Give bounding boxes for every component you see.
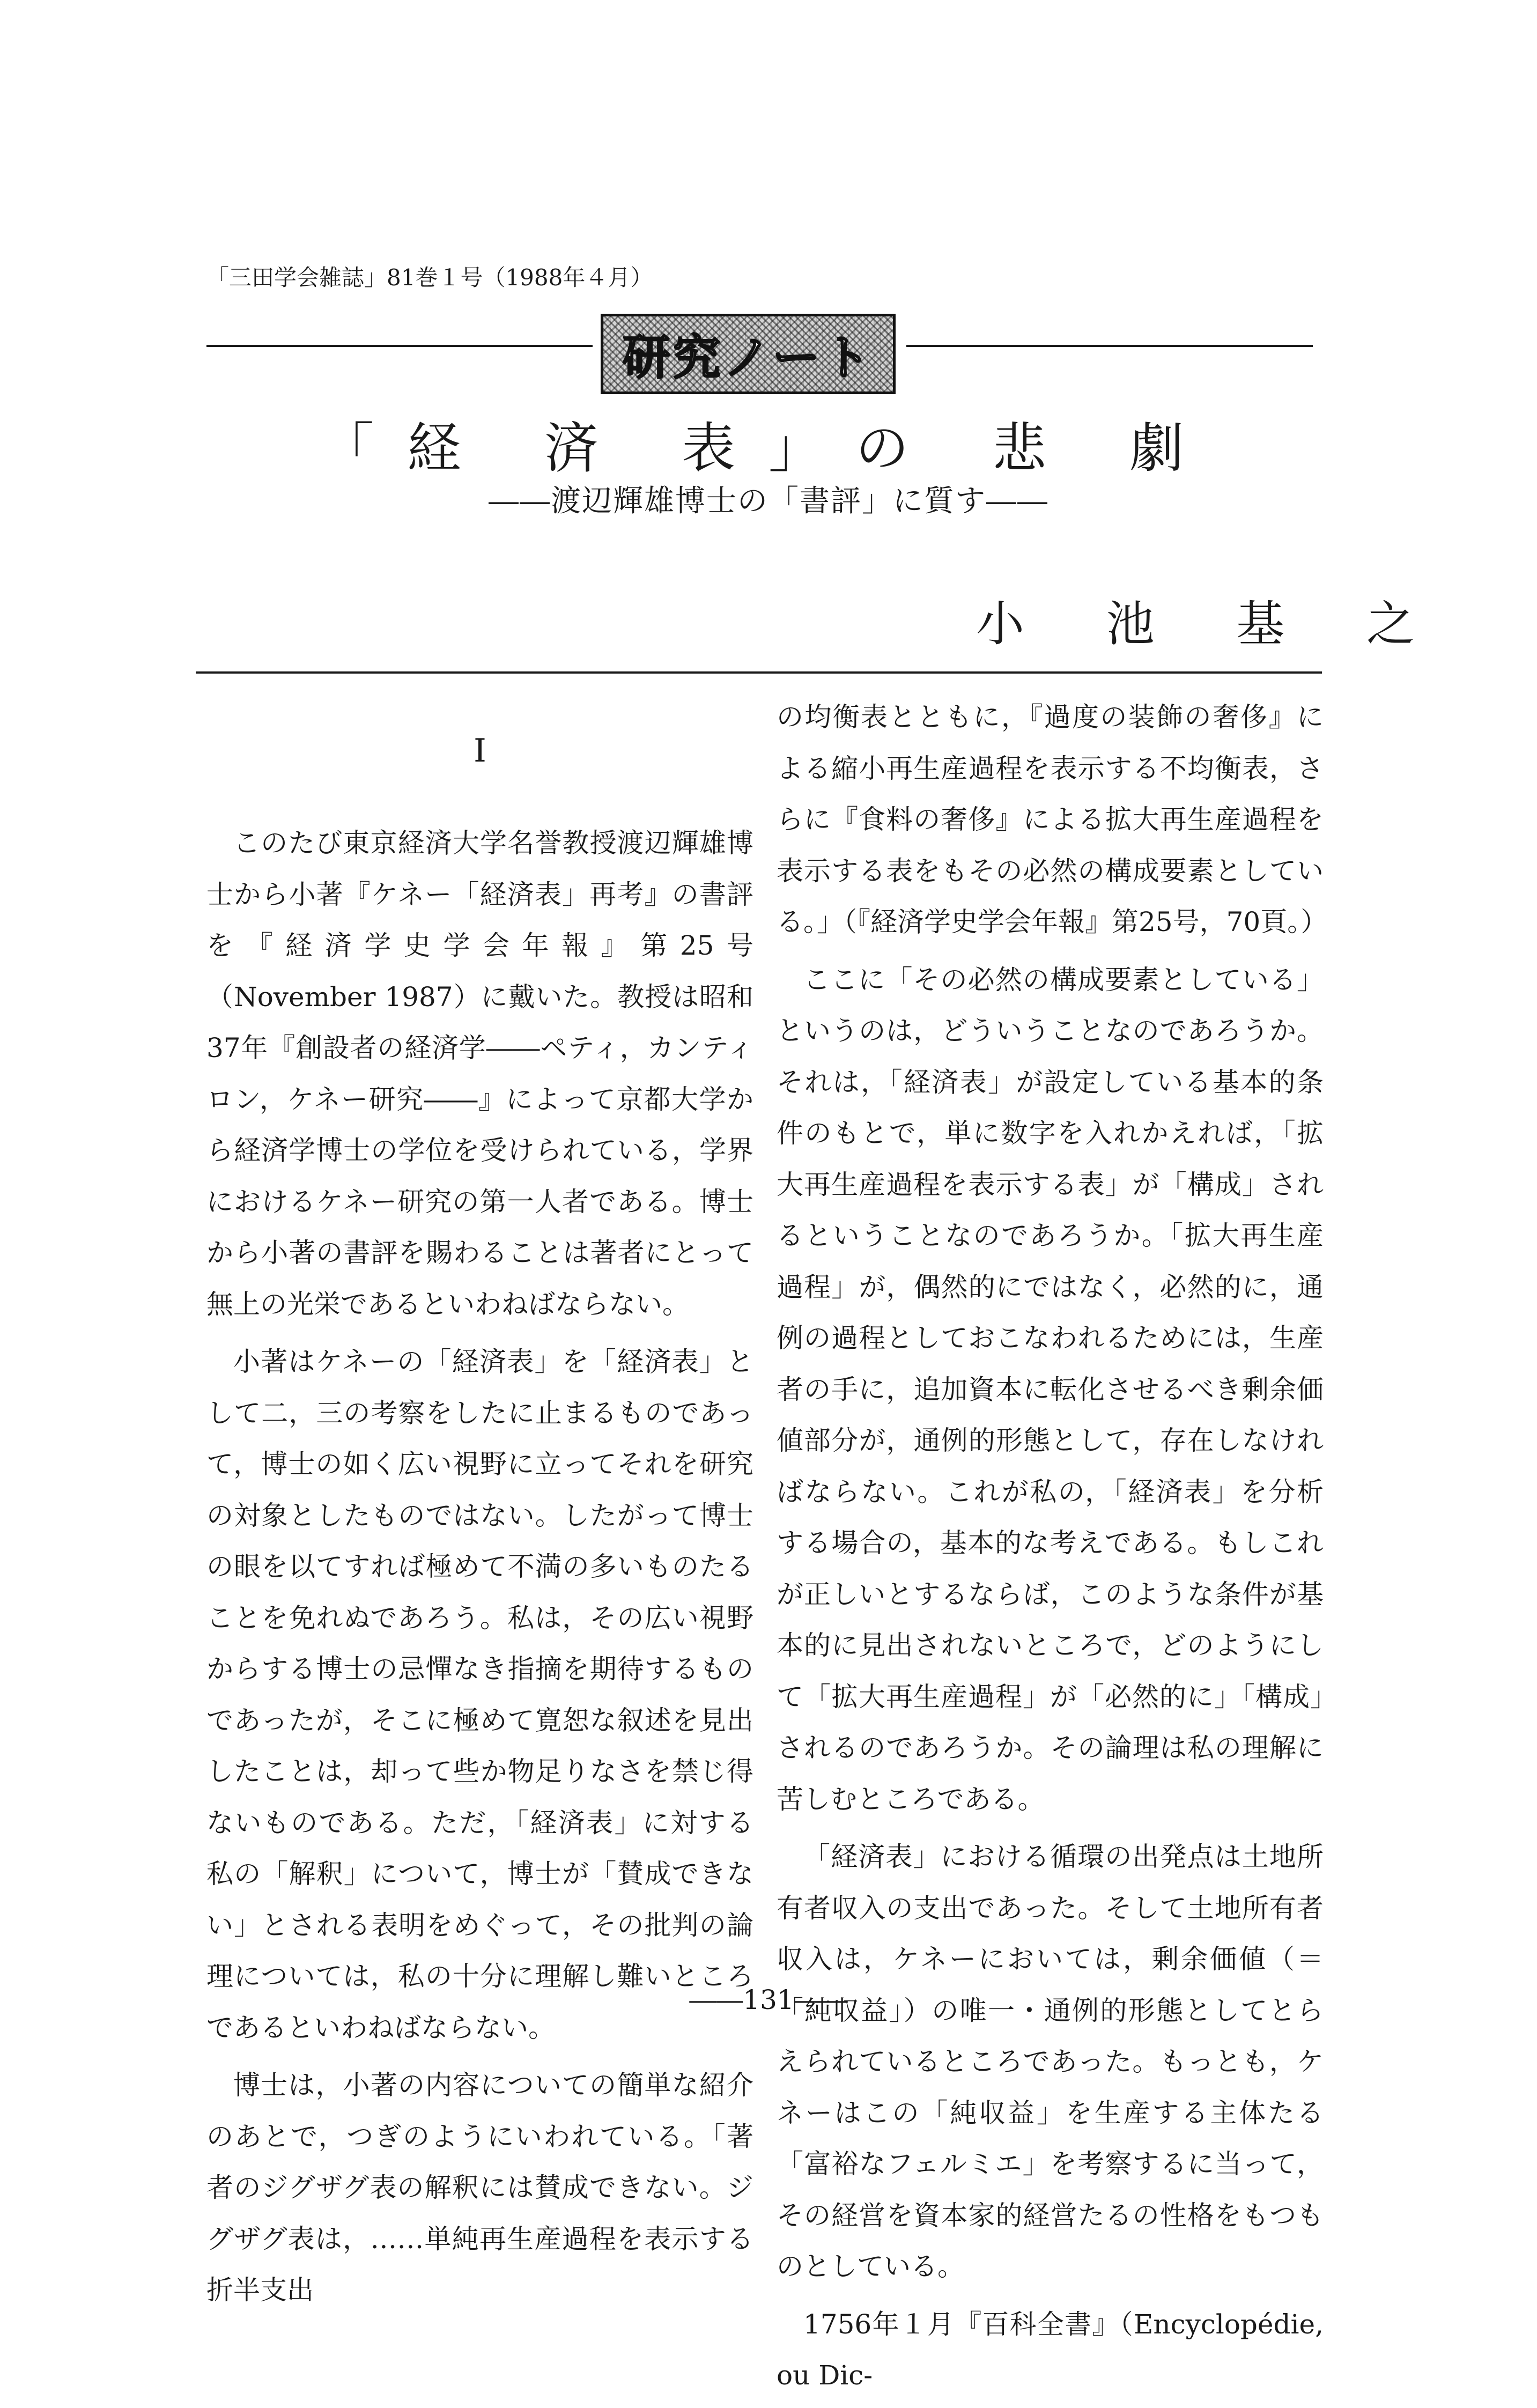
author-name: 小 池 基 之: [976, 596, 1448, 652]
paragraph: このたび東京経済大学名誉教授渡辺輝雄博士から小著『ケネー「経済表」再考』の書評を『経済学史学会年報』第25号（November 1987）に戴いた。教授は昭和37年『創設者の経済学――ペティ，カンティロン，ケネー研究――』によって京都大学から経済学博士の学位を受けられている，学界におけるケネー研究の第一人者である。博士から小著の書評を賜わることは著者にとって無上の光栄であるといわねばならない。: [206, 828, 753, 1320]
paragraph: 1756年１月『百科全書』（Encyclopédie, ou Dic-: [777, 2308, 1324, 2391]
paragraph: の均衡表とともに，『過度の装飾の奢侈』による縮小再生産過程を表示する不均衡表，さらに『食料の奢侈』による拡大再生産過程を表示する表をもその必然の構成要素としている。」（『経済学史学会年報』第25号，70頁。）: [777, 701, 1328, 937]
paragraph: 「経済表」における循環の出発点は土地所有者収入の支出であった。そして土地所有者収入は，ケネーにおいては，剰余価値（＝「純収益」）の唯一・通例的形態としてとらえられているところであった。もっとも，ケネーはこの「純収益」を生産する主体たる「富裕なフェルミエ」を考察するに当って，その経営を資本家的経営たるの性格をもつものとしている。: [777, 1841, 1324, 2282]
section-label-box: [601, 314, 896, 394]
paragraph: ここに「その必然の構成要素としている」というのは，どういうことなのであろうか。それは，「経済表」が設定している基本的条件のもとで，単に数字を入れかえれば，「拡大再生産過程を表示する表」が「構成」されるということなのであろうか。「拡大再生産過程」が，偶然的にではなく，必然的に，通例の過程としておこなわれるためには，生産者の手に，追加資本に転化させるべき剰余価値部分が，通例的形態として，存在しなければならない。これが私の，「経済表」を分析する場合の，基本的な考えである。もしこれが正しいとするならば，このような条件が基本的に見出されないところで，どのようにして「拡大再生産過程」が「必然的に」「構成」されるのであろうか。その論理は私の理解に苦しむところである。: [777, 964, 1324, 1815]
right-column: [777, 692, 1328, 2408]
paragraph: 小著はケネーの「経済表」を「経済表」として二，三の考察をしたに止まるものであって，博士の如く広い視野に立ってそれを研究の対象としたものではない。したがって博士の眼を以てすれば極めて不満の多いものたることを免れぬであろう。私は，その広い視野からする博士の忌憚なき指摘を期待するものであったが，そこに極めて寛恕な叙述を見出したことは，却って些か物足りなさを禁じ得ないものである。ただ，「経済表」に対する私の「解釈」について，博士が「賛成できない」とされる表明をめぐって，その批判の論理については，私の十分に理解し難いところであるといわねばならない。: [206, 1346, 753, 2043]
left-column: [206, 692, 753, 2323]
rule-left: [206, 345, 593, 347]
section-label: 研究ノート: [623, 329, 874, 385]
article-subtitle: ――渡辺輝雄博士の「書評」に質す――: [489, 484, 1048, 519]
page-number: ――131――: [689, 1984, 848, 2015]
journal-header: 「三田学会雑誌」81巻１号（1988年４月）: [206, 264, 653, 291]
article-title: 「経 済 表」の 悲 劇: [320, 417, 1217, 479]
section-heading: I: [474, 732, 486, 770]
header-divider: [196, 671, 1322, 674]
rule-right: [906, 345, 1313, 347]
paragraph: 博士は，小著の内容についての簡単な紹介のあとで，つぎのようにいわれている。「著者のジグザグ表の解釈には賛成できない。ジグザグ表は，……単純再生産過程を表示する折半支出: [206, 2070, 753, 2306]
